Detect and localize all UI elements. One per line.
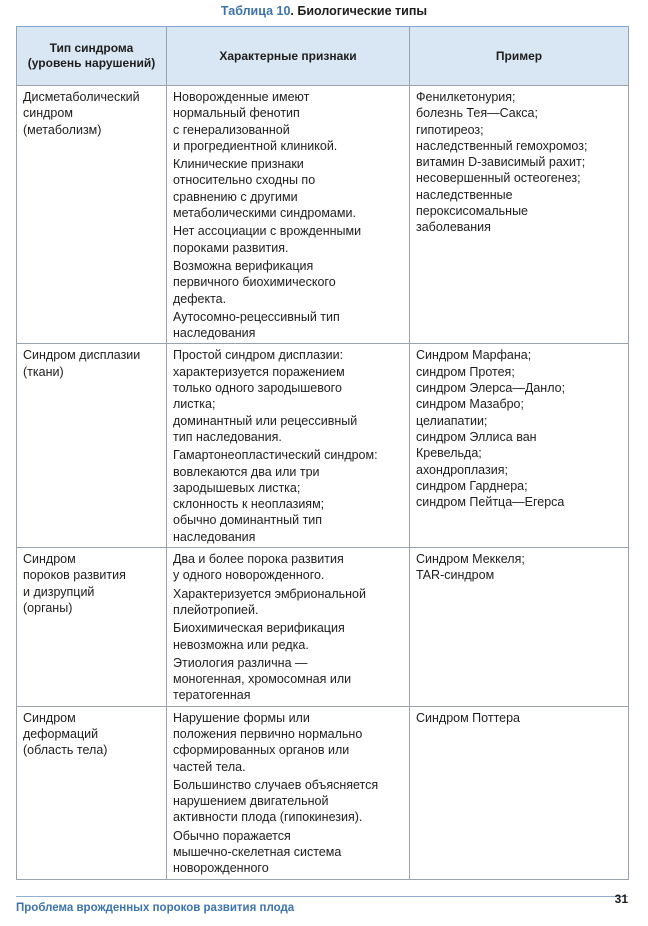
- example-line: Синдром Меккеля;: [416, 552, 525, 567]
- characteristic-line: с генерализованной: [173, 122, 290, 137]
- example-line: ахондроплазия;: [416, 462, 508, 477]
- characteristic-line: Клинические признаки: [173, 157, 304, 172]
- characteristic-paragraph: [173, 551, 404, 584]
- characteristic-line: вовлекаются два или три: [173, 464, 320, 479]
- characteristic-line: только одного зародышевого: [173, 381, 342, 396]
- characteristic-line: наследования: [173, 529, 256, 544]
- table-caption-separator: .: [290, 4, 294, 18]
- characteristic-paragraph: [173, 710, 404, 775]
- characteristic-line: зародышевых листка;: [173, 480, 301, 495]
- example-line: Синдром Поттера: [416, 710, 521, 725]
- header-example: Пример: [410, 27, 629, 86]
- example-line: заболевания: [416, 220, 491, 235]
- characteristic-line: новорожденного: [173, 861, 269, 876]
- characteristic-line: нарушением двигательной: [173, 794, 329, 809]
- example-line: синдром Эллиса ван: [416, 429, 537, 444]
- example-line: пероксисомальные: [416, 204, 528, 219]
- example-line: синдром Элерса—Данло;: [416, 381, 566, 396]
- characteristic-line: Новорожденные имеют: [173, 90, 310, 104]
- syndrome-type-line: (органы): [23, 600, 73, 615]
- characteristic-line: положения первично нормально: [173, 726, 363, 741]
- characteristic-line: плейотропией.: [173, 602, 259, 617]
- header-syndrome-type: Тип синдрома (уровень нарушений): [17, 27, 167, 86]
- characteristic-line: тератогенная: [173, 688, 251, 703]
- characteristic-paragraph: [173, 655, 404, 704]
- page-number: 31: [614, 892, 628, 906]
- example-line: наследственные: [416, 187, 513, 202]
- example-line: синдром Пейтца—Егерса: [416, 495, 565, 510]
- example-line: синдром Мазабро;: [416, 397, 524, 412]
- example-line: несовершенный остеогенез;: [416, 171, 581, 186]
- characteristics-cell: [167, 706, 410, 879]
- characteristic-paragraph: [173, 447, 404, 545]
- table-row: [17, 344, 629, 548]
- characteristic-paragraph: [173, 828, 404, 877]
- characteristic-line: и прогредиентной клиникой.: [173, 138, 338, 153]
- characteristic-paragraph: [173, 777, 404, 826]
- characteristic-line: у одного новорожденного.: [173, 568, 325, 583]
- example-line: Кревельда;: [416, 446, 482, 461]
- example-line: Синдром Марфана;: [416, 348, 532, 363]
- characteristic-line: нормальный фенотип: [173, 106, 300, 121]
- characteristics-cell: [167, 548, 410, 707]
- table-row: [17, 86, 629, 344]
- syndrome-type-line: Синдром: [23, 710, 76, 725]
- characteristics-cell: [167, 344, 410, 548]
- characteristic-line: сформированных органов или: [173, 743, 350, 758]
- syndrome-type-cell: [17, 548, 167, 707]
- characteristic-line: тип наследования.: [173, 429, 282, 444]
- characteristic-line: доминантный или рецессивный: [173, 413, 358, 428]
- characteristic-line: обычно доминантный тип: [173, 513, 323, 528]
- characteristic-paragraph: [173, 89, 404, 154]
- characteristic-line: Гамартонеопластический синдром:: [173, 448, 378, 463]
- characteristic-line: сравнению с другими: [173, 189, 298, 204]
- characteristic-paragraph: [173, 347, 404, 445]
- example-cell: [410, 344, 629, 548]
- characteristic-line: дефекта.: [173, 291, 227, 306]
- table-row: [17, 548, 629, 707]
- syndrome-type-line: и дизрупций: [23, 584, 95, 599]
- characteristic-line: мышечно-скелетная система: [173, 845, 342, 860]
- characteristic-paragraph: [173, 258, 404, 307]
- characteristics-cell: [167, 86, 410, 344]
- footer-divider: [16, 896, 628, 897]
- table-number: Таблица 10: [220, 4, 291, 18]
- characteristic-line: Простой синдром дисплазии:: [173, 348, 344, 363]
- characteristic-line: наследования: [173, 326, 256, 341]
- example-line: TAR-синдром: [416, 568, 495, 583]
- biological-types-table: [16, 26, 629, 880]
- characteristic-paragraph: [173, 620, 404, 653]
- characteristic-line: Возможна верификация: [173, 258, 314, 273]
- example-cell: [410, 548, 629, 707]
- syndrome-type-line: Синдром дисплазии: [23, 348, 141, 363]
- example-cell: [410, 86, 629, 344]
- characteristic-line: Аутосомно-рецессивный тип: [173, 309, 340, 324]
- table-title: Биологические типы: [293, 4, 428, 18]
- example-line: Фенилкетонурия;: [416, 90, 516, 104]
- syndrome-type-line: (ткани): [23, 364, 64, 379]
- footer-book-title: Проблема врожденных пороков развития плода: [16, 902, 295, 914]
- characteristic-line: Обычно поражается: [173, 828, 291, 843]
- syndrome-type-line: (область тела): [23, 743, 108, 758]
- example-line: гипотиреоз;: [416, 122, 484, 137]
- characteristic-paragraph: [173, 309, 404, 342]
- characteristic-line: Нарушение формы или: [173, 710, 310, 725]
- characteristic-line: пороками развития.: [173, 240, 289, 255]
- characteristic-line: Большинство случаев объясняется: [173, 777, 379, 792]
- example-line: синдром Протея;: [416, 364, 515, 379]
- syndrome-type-cell: [17, 86, 167, 344]
- syndrome-type-line: Синдром: [23, 552, 76, 567]
- characteristic-line: характеризуется поражением: [173, 364, 345, 379]
- example-line: витамин D-зависимый рахит;: [416, 155, 586, 170]
- syndrome-type-cell: [17, 706, 167, 879]
- characteristic-line: Этиология различна —: [173, 655, 308, 670]
- table-header-row: [17, 27, 629, 86]
- characteristic-line: метаболическими синдромами.: [173, 206, 356, 221]
- example-line: целиапатии;: [416, 413, 488, 428]
- syndrome-type-line: (метаболизм): [23, 122, 102, 137]
- characteristic-line: первичного биохимического: [173, 275, 336, 290]
- characteristic-line: Характеризуется эмбриональной: [173, 586, 366, 601]
- characteristic-line: склонность к неоплазиям;: [173, 497, 325, 512]
- example-cell: [410, 706, 629, 879]
- syndrome-type-line: пороков развития: [23, 568, 126, 583]
- table-caption: [0, 4, 648, 18]
- characteristic-line: активности плода (гипокинезия).: [173, 810, 363, 825]
- characteristic-line: Нет ассоциации с врожденными: [173, 224, 362, 239]
- characteristic-paragraph: [173, 586, 404, 619]
- characteristic-line: Два и более порока развития: [173, 552, 344, 567]
- characteristic-line: Биохимическая верификация: [173, 621, 345, 636]
- table-row: [17, 706, 629, 879]
- example-line: болезнь Тея—Сакса;: [416, 106, 538, 121]
- example-line: наследственный гемохромоз;: [416, 138, 588, 153]
- syndrome-type-line: синдром: [23, 106, 73, 121]
- syndrome-type-line: деформаций: [23, 726, 99, 741]
- header-characteristics: Характерные признаки: [167, 27, 410, 86]
- example-line: синдром Гарднера;: [416, 478, 528, 493]
- characteristic-paragraph: [173, 156, 404, 221]
- characteristic-line: листка;: [173, 397, 216, 412]
- syndrome-type-line: Дисметаболический: [23, 90, 140, 104]
- characteristic-line: относительно сходны по: [173, 173, 316, 188]
- syndrome-type-cell: [17, 344, 167, 548]
- characteristic-paragraph: [173, 223, 404, 256]
- characteristic-line: моногенная, хромосомная или: [173, 672, 352, 687]
- characteristic-line: невозможна или редка.: [173, 637, 309, 652]
- characteristic-line: частей тела.: [173, 759, 246, 774]
